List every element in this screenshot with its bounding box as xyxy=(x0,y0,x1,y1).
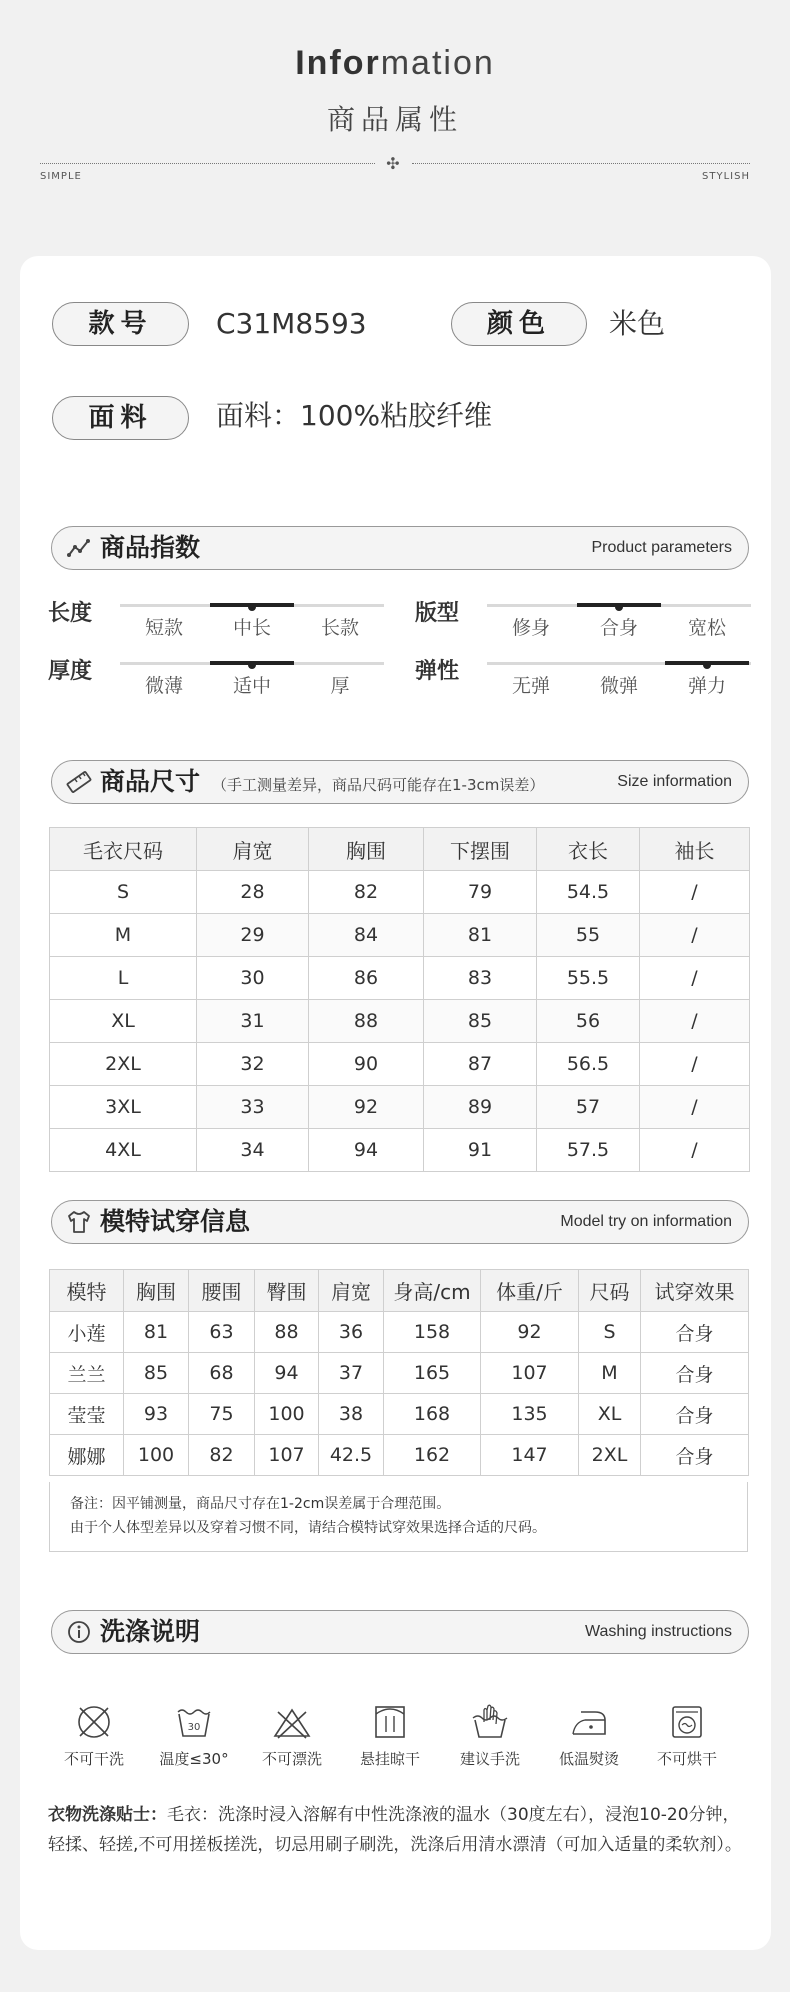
size-section-bar xyxy=(51,760,749,804)
table-cell: 81 xyxy=(424,914,537,957)
param-option: 厚 xyxy=(330,675,350,697)
table-cell: 89 xyxy=(424,1086,537,1129)
param-selected-dot xyxy=(248,603,256,611)
param-label: 版型 xyxy=(415,601,460,626)
info-card xyxy=(20,256,771,1950)
style-no-value: C31M8593 xyxy=(216,307,367,340)
size-title-en: Size information xyxy=(617,773,732,790)
table-cell: 2XL xyxy=(50,1043,197,1086)
model-table-header-row xyxy=(50,1270,749,1312)
table-row xyxy=(50,1000,750,1043)
ruler-icon xyxy=(66,769,92,795)
page-header xyxy=(0,0,790,230)
table-cell: 28 xyxy=(197,871,309,914)
table-cell: 85 xyxy=(424,1000,537,1043)
size-table xyxy=(49,827,750,1172)
size-table-header-cell: 肩宽 xyxy=(197,828,309,871)
header-title-cn: 商品属性 xyxy=(326,103,463,136)
param-option: 无弹 xyxy=(511,675,550,697)
table-cell: 165 xyxy=(384,1353,481,1394)
fabric-label: 面料 xyxy=(52,396,189,440)
no-bleach-icon xyxy=(272,1702,312,1742)
table-cell: 135 xyxy=(481,1394,579,1435)
table-cell: S xyxy=(579,1312,641,1353)
table-row xyxy=(50,1312,749,1353)
table-cell: M xyxy=(579,1353,641,1394)
no-tumble-dry-icon xyxy=(667,1702,707,1742)
table-cell: 86 xyxy=(309,957,424,1000)
hand-wash-icon xyxy=(470,1702,510,1742)
table-cell: 88 xyxy=(309,1000,424,1043)
table-cell: 兰兰 xyxy=(50,1353,124,1394)
table-cell: 莹莹 xyxy=(50,1394,124,1435)
wash-item-hang-dry xyxy=(342,1702,438,1769)
table-cell: 162 xyxy=(384,1435,481,1476)
param-option: 宽松 xyxy=(687,617,726,639)
table-cell: 29 xyxy=(197,914,309,957)
model-table-header-cell: 肩宽 xyxy=(319,1270,384,1312)
params-title-en: Product parameters xyxy=(591,539,732,556)
shirt-icon xyxy=(66,1209,92,1235)
params-section-bar xyxy=(51,526,749,570)
table-cell: 57 xyxy=(537,1086,640,1129)
param-selected-dot xyxy=(248,661,256,669)
param-option: 适中 xyxy=(232,675,271,697)
param-label: 弹性 xyxy=(415,659,460,684)
table-cell: 55.5 xyxy=(537,957,640,1000)
table-cell: 34 xyxy=(197,1129,309,1172)
fabric-value: 面料：100%粘胶纤维 xyxy=(216,399,493,432)
param-selected-dot xyxy=(703,661,711,669)
table-row xyxy=(50,1129,750,1172)
wash-item-no-tumble-dry xyxy=(639,1702,735,1769)
table-cell: 合身 xyxy=(641,1394,749,1435)
wash-label: 不可烘干 xyxy=(656,1750,717,1768)
param-option: 微弹 xyxy=(599,675,638,697)
table-cell: / xyxy=(640,1086,750,1129)
table-row xyxy=(50,1435,749,1476)
table-cell: 147 xyxy=(481,1435,579,1476)
size-table-header-cell: 下摆围 xyxy=(424,828,537,871)
table-cell: / xyxy=(640,957,750,1000)
wash-item-hand-wash xyxy=(442,1702,538,1769)
wash-item-temp xyxy=(146,1702,242,1769)
size-title: 商品尺寸 （手工测量差异，商品尺码可能存在1-3cm误差） xyxy=(100,767,545,796)
wash-label: 温度≤30° xyxy=(159,1750,229,1768)
table-cell: 79 xyxy=(424,871,537,914)
wash-30-icon xyxy=(174,1702,214,1742)
table-cell: 168 xyxy=(384,1394,481,1435)
size-table-header-row xyxy=(50,828,750,871)
table-cell: L xyxy=(50,957,197,1000)
low-iron-icon xyxy=(569,1702,609,1742)
size-note: （手工测量差异，商品尺码可能存在1-3cm误差） xyxy=(212,776,545,794)
table-cell: 75 xyxy=(189,1394,255,1435)
table-row xyxy=(50,1394,749,1435)
table-cell: 100 xyxy=(124,1435,189,1476)
table-cell: / xyxy=(640,914,750,957)
table-cell: 87 xyxy=(424,1043,537,1086)
table-cell: 33 xyxy=(197,1086,309,1129)
care-tips-label: 衣物洗涤贴士： xyxy=(48,1805,167,1825)
crosshair-ornament-icon: ✣ xyxy=(386,154,400,173)
table-cell: 94 xyxy=(309,1129,424,1172)
size-table-header-cell: 衣长 xyxy=(537,828,640,871)
table-cell: 94 xyxy=(255,1353,319,1394)
info-icon xyxy=(66,1619,92,1645)
table-cell: 合身 xyxy=(641,1435,749,1476)
wash-item-no-bleach xyxy=(244,1702,340,1769)
wash-item-low-iron xyxy=(541,1702,637,1769)
table-cell: 92 xyxy=(481,1312,579,1353)
wash-title: 洗涤说明 xyxy=(100,1617,201,1646)
param-label: 厚度 xyxy=(48,659,93,684)
table-cell: XL xyxy=(579,1394,641,1435)
size-table-header-cell: 袖长 xyxy=(640,828,750,871)
table-cell: 158 xyxy=(384,1312,481,1353)
table-cell: 小莲 xyxy=(50,1312,124,1353)
table-cell: 56.5 xyxy=(537,1043,640,1086)
param-label: 长度 xyxy=(48,601,93,626)
table-cell: 38 xyxy=(319,1394,384,1435)
table-cell: M xyxy=(50,914,197,957)
trend-line-icon xyxy=(66,535,92,561)
table-cell: 55 xyxy=(537,914,640,957)
table-cell: / xyxy=(640,1000,750,1043)
table-cell: 4XL xyxy=(50,1129,197,1172)
table-cell: 娜娜 xyxy=(50,1435,124,1476)
table-row xyxy=(50,1353,749,1394)
size-table-header-cell: 胸围 xyxy=(309,828,424,871)
color-label: 颜色 xyxy=(451,302,587,346)
style-no-label: 款号 xyxy=(52,302,189,346)
table-cell: 36 xyxy=(319,1312,384,1353)
param-option: 短款 xyxy=(144,617,183,639)
table-row xyxy=(50,957,750,1000)
svg-text:30: 30 xyxy=(187,1722,201,1733)
table-cell: 37 xyxy=(319,1353,384,1394)
wash-label: 不可干洗 xyxy=(63,1750,124,1768)
param-option: 微薄 xyxy=(144,675,183,697)
table-cell: 32 xyxy=(197,1043,309,1086)
table-cell: 54.5 xyxy=(537,871,640,914)
table-cell: 84 xyxy=(309,914,424,957)
table-cell: 100 xyxy=(255,1394,319,1435)
wash-title-en: Washing instructions xyxy=(584,1623,732,1640)
model-table-header-cell: 试穿效果 xyxy=(641,1270,749,1312)
care-tips xyxy=(48,1800,748,1860)
table-cell: / xyxy=(640,871,750,914)
wash-label: 不可漂洗 xyxy=(261,1750,322,1768)
tag-simple: SIMPLE xyxy=(40,171,82,182)
table-cell: / xyxy=(640,1043,750,1086)
table-row xyxy=(50,1086,750,1129)
model-title: 模特试穿信息 xyxy=(100,1207,251,1236)
divider-right xyxy=(412,163,750,164)
table-cell: 92 xyxy=(309,1086,424,1129)
no-washing-icon xyxy=(74,1702,114,1742)
note-line-2: 由于个人体型差异以及穿着习惯不同，请结合模特试穿效果选择合适的尺码。 xyxy=(70,1520,546,1536)
table-cell: 2XL xyxy=(579,1435,641,1476)
model-section-bar xyxy=(51,1200,749,1244)
table-cell: S xyxy=(50,871,197,914)
model-table-header-cell: 腰围 xyxy=(189,1270,255,1312)
tag-stylish: STYLISH xyxy=(702,171,750,182)
hang-dry-icon xyxy=(370,1702,410,1742)
table-cell: 90 xyxy=(309,1043,424,1086)
params-title: 商品指数 xyxy=(100,533,201,562)
table-row xyxy=(50,871,750,914)
header-title-en: Information xyxy=(295,44,495,82)
param-option: 修身 xyxy=(511,617,550,639)
model-note xyxy=(49,1482,748,1552)
table-cell: 42.5 xyxy=(319,1435,384,1476)
table-cell: XL xyxy=(50,1000,197,1043)
size-table-header-cell: 毛衣尺码 xyxy=(50,828,197,871)
table-cell: 合身 xyxy=(641,1353,749,1394)
table-cell: 68 xyxy=(189,1353,255,1394)
model-table xyxy=(49,1269,749,1476)
color-value: 米色 xyxy=(609,307,666,340)
table-cell: 91 xyxy=(424,1129,537,1172)
table-cell: 107 xyxy=(255,1435,319,1476)
table-cell: 合身 xyxy=(641,1312,749,1353)
table-cell: 31 xyxy=(197,1000,309,1043)
divider-left xyxy=(40,163,375,164)
param-option: 弹力 xyxy=(687,675,726,697)
table-cell: 56 xyxy=(537,1000,640,1043)
model-table-header-cell: 臀围 xyxy=(255,1270,319,1312)
model-table-header-cell: 体重/斤 xyxy=(481,1270,579,1312)
table-row xyxy=(50,914,750,957)
model-table-header-cell: 身高/cm xyxy=(384,1270,481,1312)
table-cell: 81 xyxy=(124,1312,189,1353)
wash-section-bar xyxy=(51,1610,749,1654)
care-tips-text: 毛衣：洗涤时浸入溶解有中性洗涤液的温水（30度左右），浸泡10-20分钟，轻揉、轻搓,不可用搓板搓洗，切忌用刷子刷洗，洗涤后用清水漂清（可加入适量的柔软剂）。 xyxy=(48,1805,742,1855)
table-cell: 82 xyxy=(189,1435,255,1476)
note-line-1: 备注：因平铺测量，商品尺寸存在1-2cm误差属于合理范围。 xyxy=(70,1496,451,1512)
param-option: 中长 xyxy=(232,617,271,639)
model-table-header-cell: 模特 xyxy=(50,1270,124,1312)
wash-label: 低温熨烫 xyxy=(558,1750,619,1768)
table-cell: 30 xyxy=(197,957,309,1000)
wash-label: 建议手洗 xyxy=(459,1750,520,1768)
table-cell: 63 xyxy=(189,1312,255,1353)
param-option: 长款 xyxy=(320,617,359,639)
param-selected-dot xyxy=(615,603,623,611)
table-cell: / xyxy=(640,1129,750,1172)
wash-item-no-washing xyxy=(46,1702,142,1769)
table-cell: 107 xyxy=(481,1353,579,1394)
table-cell: 82 xyxy=(309,871,424,914)
table-cell: 3XL xyxy=(50,1086,197,1129)
param-option: 合身 xyxy=(599,617,638,639)
table-cell: 57.5 xyxy=(537,1129,640,1172)
model-title-en: Model try on information xyxy=(560,1213,732,1230)
table-cell: 85 xyxy=(124,1353,189,1394)
table-cell: 93 xyxy=(124,1394,189,1435)
table-row xyxy=(50,1043,750,1086)
model-table-header-cell: 胸围 xyxy=(124,1270,189,1312)
table-cell: 88 xyxy=(255,1312,319,1353)
table-cell: 83 xyxy=(424,957,537,1000)
wash-label: 悬挂晾干 xyxy=(359,1750,420,1768)
model-table-header-cell: 尺码 xyxy=(579,1270,641,1312)
